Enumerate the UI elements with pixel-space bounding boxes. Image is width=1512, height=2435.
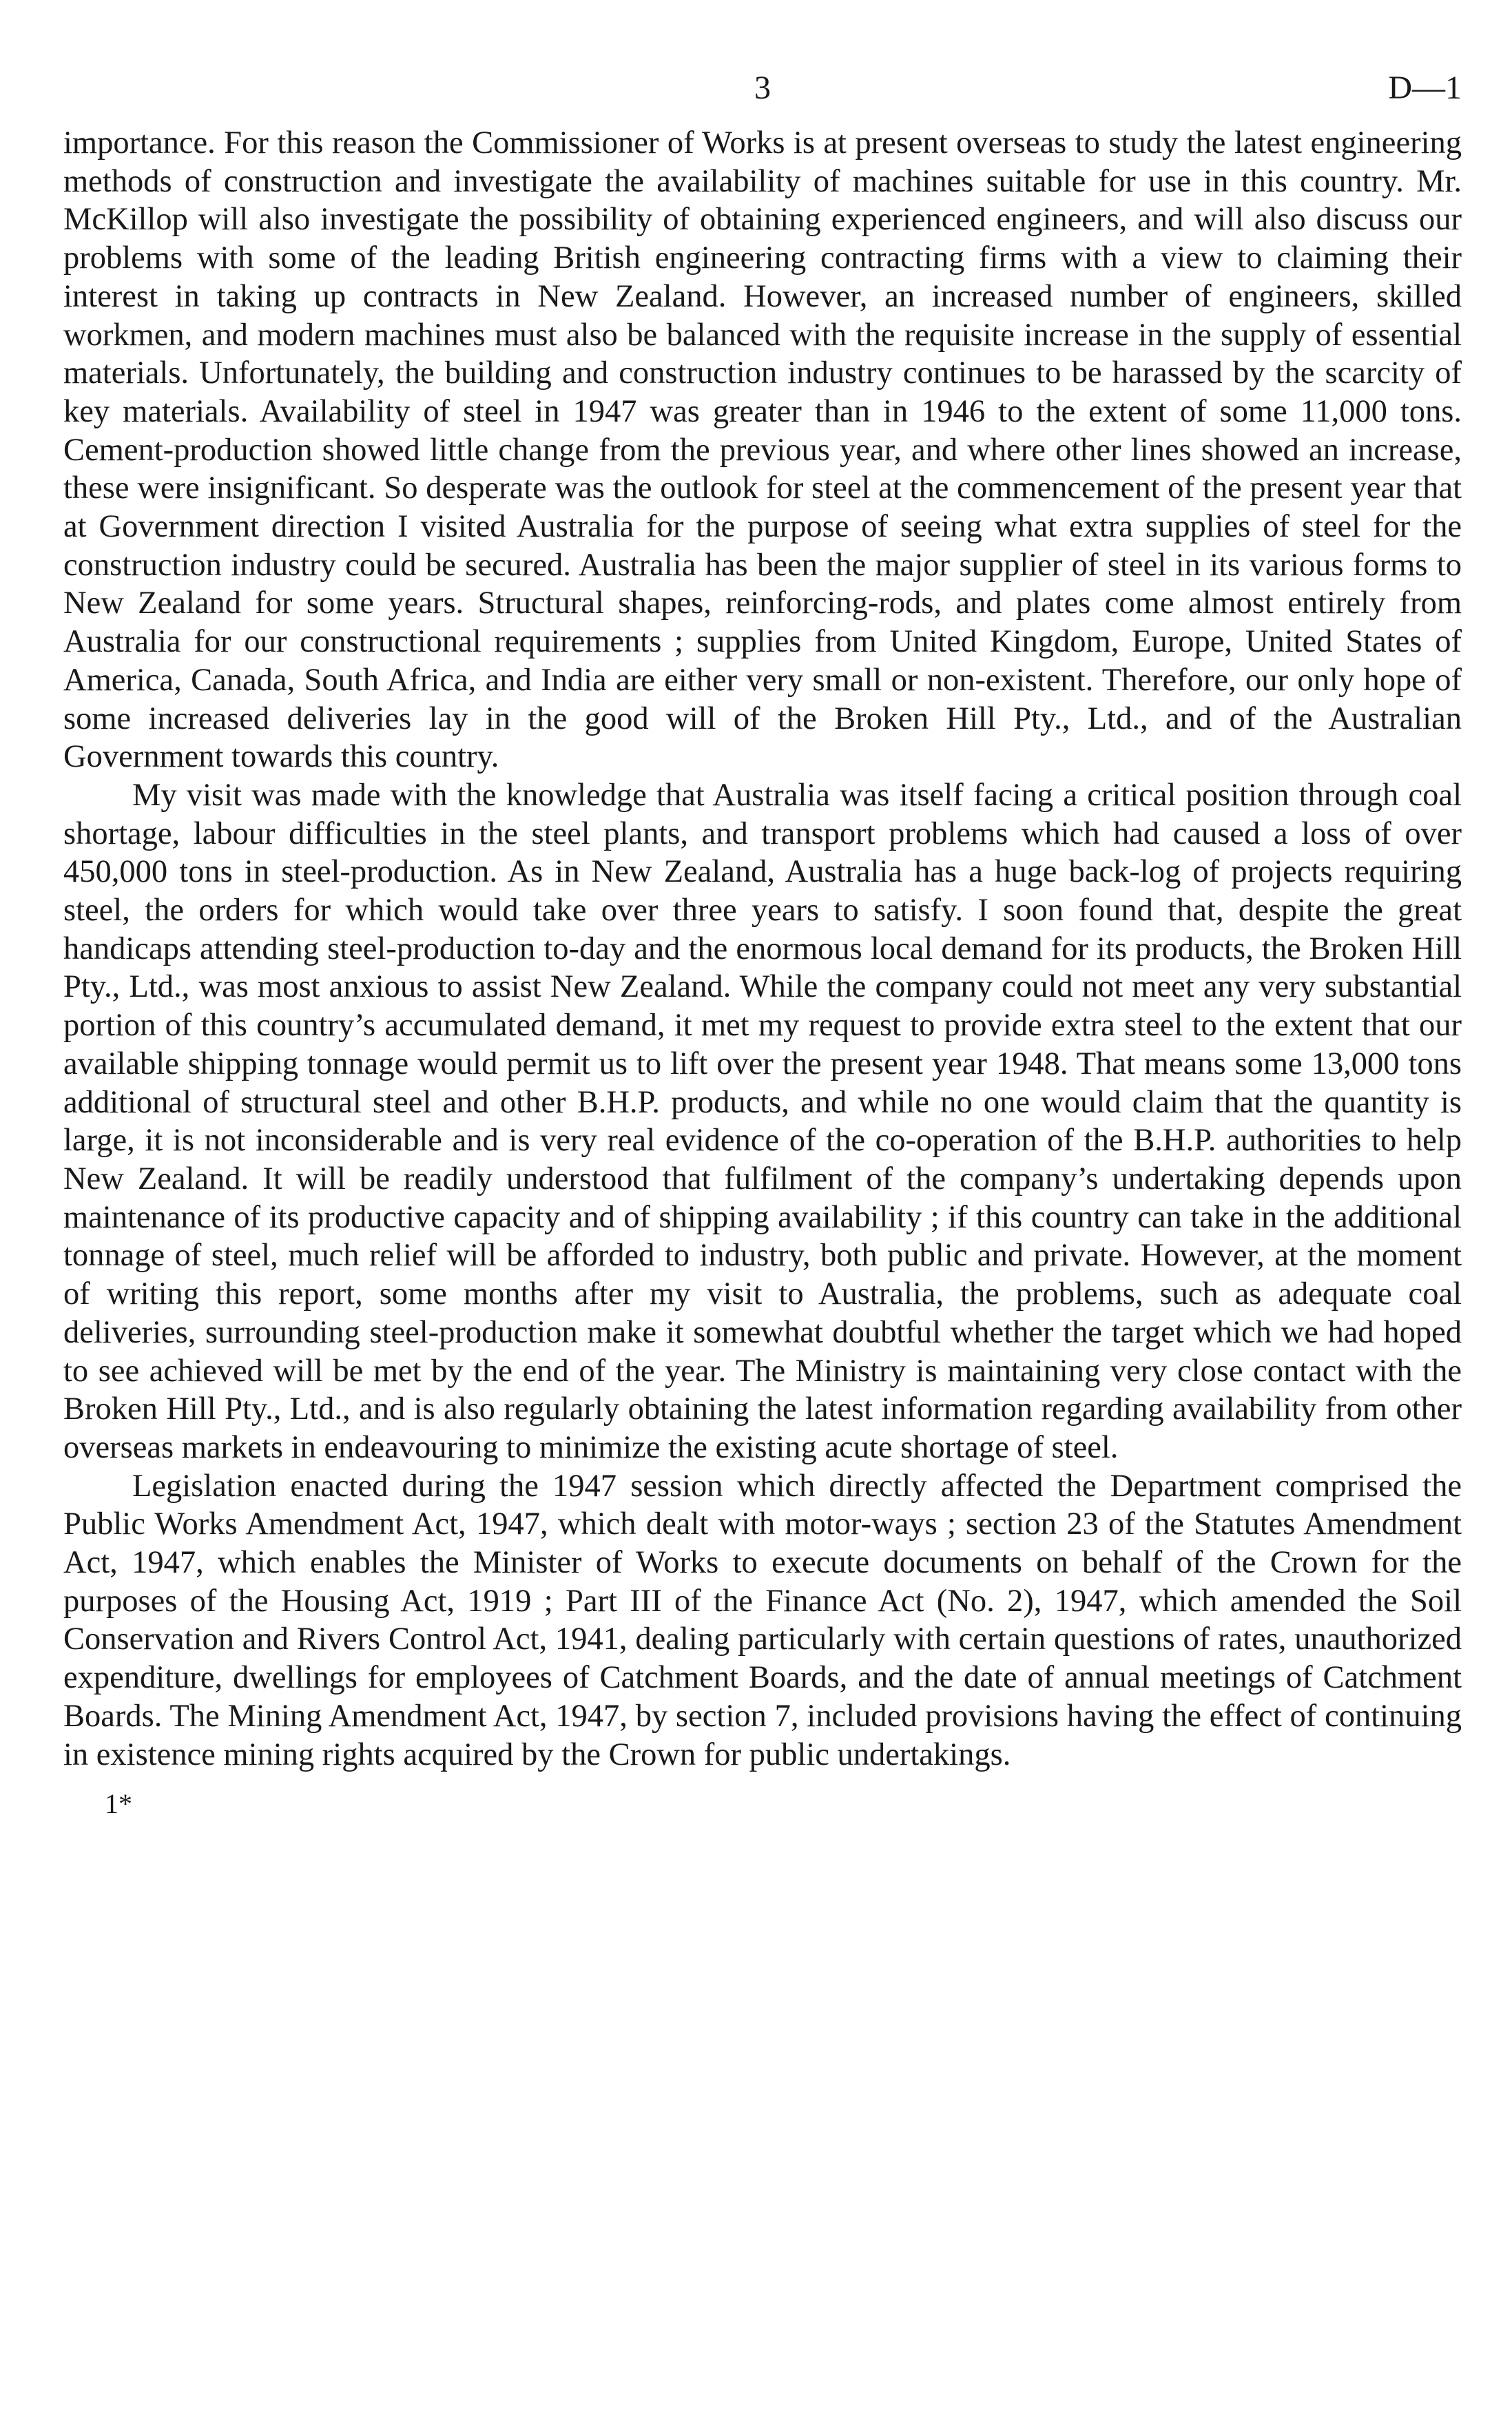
document-page [63, 69, 1462, 1820]
document-code: D—1 [1388, 70, 1462, 106]
signature-mark: 1* [105, 1788, 132, 1820]
paragraph-australia-visit: My visit was made with the knowledge that Australia was itself facing a critical position through coal shortage, labour difficulties in the steel plants, and transport problems which had caused a loss of over 450,000 tons in steel-production. As in New Zealand, Australia has a huge back-log of projects requiring steel, the orders for which would take over three years to satisfy. I soon found that, despite the great handicaps attending steel-production to-day and the enormous local demand for its products, the Broken Hill Pty., Ltd., was most anxious to assist New Zealand. While the company could not meet any very substantial portion of this country’s accumulated demand, it met my request to provide extra steel to the extent that our available shipping tonnage would permit us to lift over the present year 1948. That means some 13,000 tons additional of structural steel and other B.H.P. products, and while no one would claim that the quantity is large, it is not inconsiderable and is very real evidence of the co-operation of the B.H.P. authorities to help New Zealand. It will be readily understood that fulfilment of the company’s undertaking depends upon maintenance of its productive capacity and of shipping availability ; if this country can take in the additional tonnage of steel, much relief will be afforded to industry, both public and private. However, at the moment of writing this report, some months after my visit to Australia, the problems, such as adequate coal deliveries, surrounding steel-production make it somewhat doubtful whether the target which we had hoped to see achieved will be met by the end of the year. The Ministry is maintaining very close contact with the Broken Hill Pty., Ltd., and is also regularly obtaining the latest information regarding availability from other overseas markets in endeavouring to minimize the existing acute shortage of steel. [63, 777, 1462, 1465]
page-number: 3 [754, 70, 771, 106]
paragraph-steel-supply: importance. For this reason the Commissioner of Works is at present overseas to study the latest engineering methods of construction and investigate the availability of machines suitable for use in this country. Mr. McKillop will also investigate the possibility of obtaining experienced engineers, and will also discuss our problems with some of the leading British engineering contracting firms with a view to claiming their interest in taking up contracts in New Zealand. However, an increased number of engineers, skilled workmen, and modern machines must also be balanced with the requisite increase in the supply of essential materials. Unfortunately, the building and construction industry continues to be harassed by the scarcity of key materials. Availability of steel in 1947 was greater than in 1946 to the extent of some 11,000 tons. Cement-production showed little change from the previous year, and where other lines showed an increase, these were insignificant. So desperate was the outlook for steel at the commencement of the present year that at Government direction I visited Australia for the purpose of seeing what extra supplies of steel for the construction industry could be secured. Australia has been the major supplier of steel in its various forms to New Zealand for some years. Structural shapes, reinforcing-rods, and plates come almost entirely from Australia for our constructional requirements ; supplies from United Kingdom, Europe, United States of America, Canada, South Africa, and India are either very small or non-existent. Therefore, our only hope of some increased deliveries lay in the good will of the Broken Hill Pty., Ltd., and of the Australian Government towards this country. [63, 125, 1462, 775]
body-text [63, 124, 1462, 1774]
page-header [63, 69, 1462, 124]
paragraph-legislation: Legislation enacted during the 1947 session which directly affected the Department comprised the Public Works Amendment Act, 1947, which dealt with motor-ways ; section 23 of the Statutes Amendment Act, 1947, which enables the Minister of Works to execute documents on behalf of the Crown for the purposes of the Housing Act, 1919 ; Part III of the Finance Act (No. 2), 1947, which amended the Soil Conservation and Rivers Control Act, 1941, dealing particularly with certain questions of rates, unauthorized expenditure, dwellings for employees of Catchment Boards, and the date of annual meetings of Catchment Boards. The Mining Amendment Act, 1947, by section 7, included provisions having the effect of continuing in existence mining rights acquired by the Crown for public undertakings. [63, 1468, 1462, 1772]
